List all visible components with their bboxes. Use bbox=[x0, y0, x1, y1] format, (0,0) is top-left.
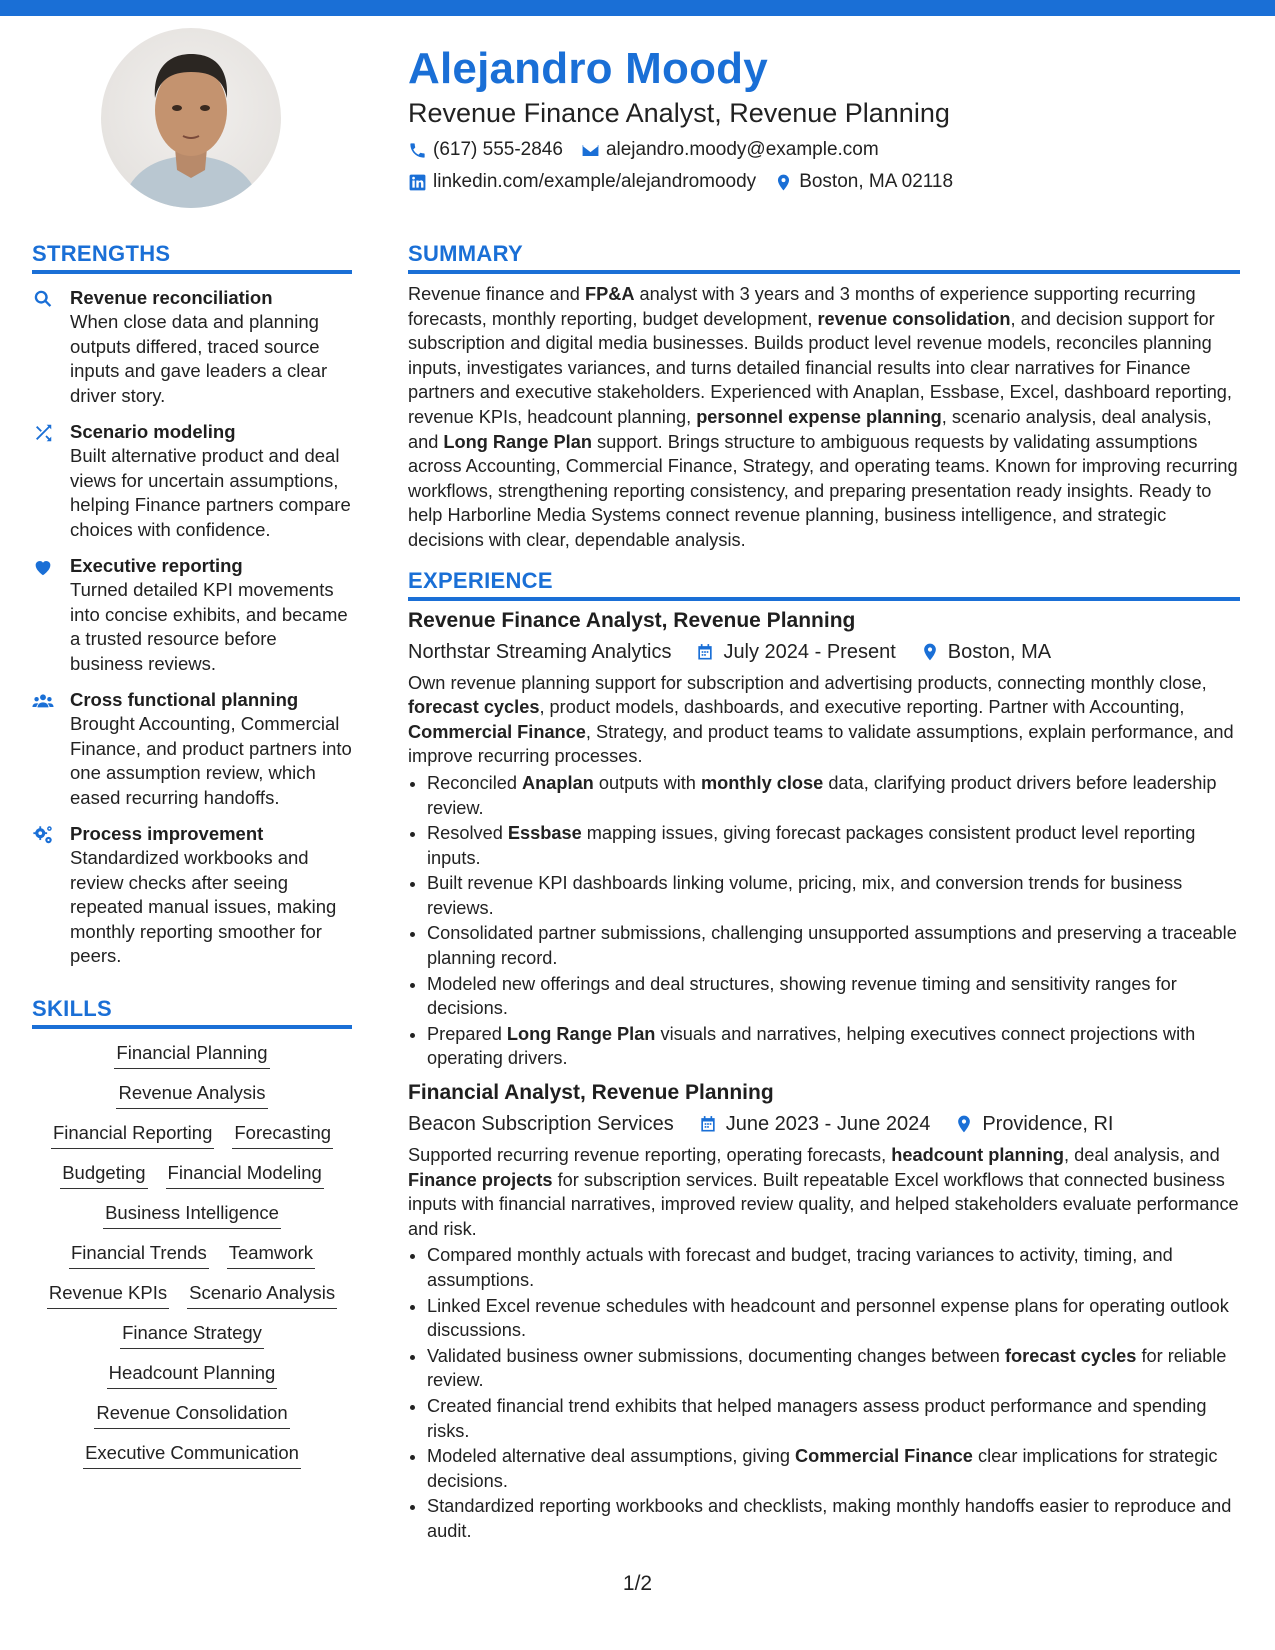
skill-row bbox=[32, 1281, 352, 1309]
bullet-item bbox=[427, 1494, 1240, 1543]
text-run: Compared monthly actuals with forecast and budget, tracing variances to activity, timing, and assumptions. bbox=[427, 1245, 1173, 1290]
left-column bbox=[32, 240, 352, 1469]
text-run: data, clarifying product drivers before leadership review. bbox=[427, 772, 1217, 818]
job-title: Financial Analyst, Revenue Planning bbox=[408, 1081, 774, 1105]
job-dates-text: July 2024 - Present bbox=[723, 640, 896, 663]
job-meta bbox=[408, 1109, 1240, 1139]
text-run: Created financial trend exhibits that helped managers assess product performance and spending risks. bbox=[427, 1395, 1207, 1441]
skill-tag: Revenue Analysis bbox=[116, 1081, 267, 1109]
skill-row bbox=[32, 1241, 352, 1269]
text-run: Standardized reporting workbooks and checklists, making monthly handoffs easier to reproduce and audit. bbox=[427, 1496, 1232, 1541]
text-run: Resolved bbox=[427, 823, 508, 844]
company-name: Northstar Streaming Analytics bbox=[408, 640, 672, 663]
calendar-icon bbox=[695, 642, 715, 662]
text-run: Reconciled bbox=[427, 772, 523, 793]
skill-tag: Finance Strategy bbox=[120, 1321, 264, 1349]
bullet-item bbox=[427, 921, 1240, 970]
skill-tag: Forecasting bbox=[232, 1121, 333, 1149]
heart-icon bbox=[32, 556, 54, 578]
bold-keyword: Commercial Finance bbox=[408, 721, 586, 742]
text-run: for subscription services. Built repeatable Excel workflows that connected business inputs with financial narratives, improved review quality, and helped stakeholders evaluate performance and risk. bbox=[408, 1169, 1239, 1239]
skills-list bbox=[32, 1041, 352, 1469]
job-description bbox=[408, 1143, 1240, 1241]
map-pin-icon bbox=[774, 173, 793, 192]
company-name: Beacon Subscription Services bbox=[408, 1113, 674, 1136]
resume-header bbox=[408, 40, 1238, 198]
text-run: analyst with 3 years and 3 months of experience supporting recurring forecasts, monthly reporting, budget development, bbox=[408, 284, 1196, 329]
phone-text: (617) 555-2846 bbox=[433, 139, 563, 160]
text-run: , product models, dashboards, and executive reporting. Partner with Accounting, bbox=[539, 697, 1185, 718]
experience-heading: EXPERIENCE bbox=[408, 567, 1240, 601]
skill-row bbox=[32, 1161, 352, 1189]
bold-keyword: forecast cycles bbox=[408, 697, 540, 718]
strength-item bbox=[32, 688, 352, 810]
job-entry bbox=[408, 1079, 1240, 1544]
calendar-icon bbox=[698, 1114, 718, 1134]
bold-keyword: revenue consolidation bbox=[817, 308, 1011, 329]
strength-desc: Standardized workbooks and review checks after seeing repeated manual issues, making monthly reporting smoother for peers. bbox=[70, 847, 337, 966]
location-item bbox=[774, 171, 953, 193]
envelope-icon bbox=[581, 141, 600, 160]
job-entry bbox=[408, 607, 1240, 1072]
text-run: Built revenue KPI dashboards linking volume, pricing, mix, and conversion trends for business reviews. bbox=[427, 873, 1183, 918]
summary-heading: SUMMARY bbox=[408, 240, 1240, 274]
gears-icon bbox=[32, 824, 54, 846]
skill-row bbox=[32, 1041, 352, 1069]
strength-title: Scenario modeling bbox=[70, 421, 236, 442]
skill-tag: Financial Reporting bbox=[51, 1121, 214, 1149]
strength-title: Executive reporting bbox=[70, 555, 243, 576]
skill-tag: Business Intelligence bbox=[103, 1201, 281, 1229]
bold-keyword: Anaplan bbox=[522, 772, 594, 793]
portrait-image bbox=[101, 28, 281, 208]
text-run: , scenario analysis, deal analysis, and bbox=[408, 406, 1212, 452]
location-text: Boston, MA 02118 bbox=[799, 171, 954, 192]
page-number: 1/2 bbox=[622, 1572, 653, 1595]
strength-desc: Built alternative product and deal views for uncertain assumptions, helping Finance partners compare choices with confidence. bbox=[70, 445, 351, 540]
candidate-name: Alejandro Moody bbox=[408, 44, 768, 93]
text-run: Prepared bbox=[427, 1023, 507, 1044]
skill-tag: Financial Modeling bbox=[166, 1161, 324, 1189]
bullet-item bbox=[427, 1243, 1240, 1292]
strength-desc: Brought Accounting, Commercial Finance, and product partners into one assumption review, which eased recurring handoffs. bbox=[70, 713, 352, 808]
bullet-item bbox=[427, 1022, 1240, 1071]
text-run: Consolidated partner submissions, challenging unsupported assumptions and preserving a traceable planning record. bbox=[427, 923, 1237, 969]
bullet-item bbox=[427, 1344, 1240, 1393]
contact-row-2 bbox=[408, 166, 1238, 198]
skill-tag: Scenario Analysis bbox=[187, 1281, 337, 1309]
skill-row bbox=[32, 1121, 352, 1149]
profile-photo bbox=[101, 28, 281, 208]
bold-keyword: FP&A bbox=[584, 284, 635, 304]
strength-title: Process improvement bbox=[70, 823, 264, 844]
job-description bbox=[408, 671, 1240, 769]
skill-row bbox=[32, 1201, 352, 1229]
top-accent-bar bbox=[0, 0, 1275, 16]
bullet-item bbox=[427, 1394, 1240, 1443]
bullet-item bbox=[427, 771, 1240, 820]
contact-row-1 bbox=[408, 134, 1238, 166]
text-run: mapping issues, giving forecast packages consistent product level reporting inputs. bbox=[427, 823, 1196, 868]
bullet-item bbox=[427, 871, 1240, 920]
map-pin-icon bbox=[920, 642, 940, 662]
job-location-text: Providence, RI bbox=[982, 1113, 1114, 1136]
text-run: , and decision support for subscription and digital media businesses. Builds product level revenue models, reconciles planning inputs, investigates variances, and turns detailed financial results into clear narratives for Finance partners and executive stakeholders. Experienced with Anaplan, Essbase, Excel, dashboard reporting, revenue KPIs, headcount planning, bbox=[408, 308, 1232, 427]
linkedin-icon bbox=[408, 173, 427, 192]
summary-text bbox=[408, 282, 1240, 553]
text-run: Own revenue planning support for subscription and advertising products, connecting monthly close, bbox=[408, 672, 1207, 693]
strengths-heading: STRENGTHS bbox=[32, 240, 352, 274]
job-dates-text: June 2023 - June 2024 bbox=[725, 1113, 931, 1136]
users-icon bbox=[32, 690, 54, 712]
map-pin-icon bbox=[954, 1114, 974, 1134]
text-run: for reliable review. bbox=[427, 1345, 1227, 1391]
skill-tag: Revenue KPIs bbox=[47, 1281, 169, 1309]
text-run: , Strategy, and product teams to validate assumptions, explain performance, and improve recurring processes. bbox=[408, 721, 1234, 767]
skill-row bbox=[32, 1321, 352, 1349]
email-link[interactable]: alejandro.moody@example.com bbox=[605, 139, 879, 160]
strength-item bbox=[32, 822, 352, 969]
candidate-headline: Revenue Finance Analyst, Revenue Planning bbox=[408, 98, 950, 128]
strength-title: Cross functional planning bbox=[70, 689, 299, 710]
text-run: Modeled alternative deal assumptions, giving bbox=[427, 1446, 796, 1467]
skill-tag: Financial Planning bbox=[114, 1041, 269, 1069]
skill-tag: Headcount Planning bbox=[107, 1361, 278, 1389]
skill-tag: Financial Trends bbox=[69, 1241, 209, 1269]
bullet-item bbox=[427, 972, 1240, 1021]
text-run: visuals and narratives, helping executives connect projections with operating drivers. bbox=[427, 1023, 1196, 1069]
bullet-item bbox=[427, 1444, 1240, 1493]
phone-item bbox=[408, 139, 563, 161]
text-run: clear implications for strategic decisions. bbox=[427, 1446, 1218, 1491]
text-run: Linked Excel revenue schedules with headcount and personnel expense plans for operating outlook discussions. bbox=[427, 1295, 1229, 1341]
strength-title: Revenue reconciliation bbox=[70, 287, 273, 308]
strength-desc: Turned detailed KPI movements into concise exhibits, and became a trusted resource before business reviews. bbox=[70, 579, 348, 674]
job-location bbox=[954, 1109, 1113, 1139]
text-run: , deal analysis, and bbox=[1064, 1145, 1220, 1166]
job-bullets bbox=[408, 771, 1240, 1071]
right-column bbox=[408, 240, 1240, 1545]
skill-tag: Revenue Consolidation bbox=[94, 1401, 289, 1429]
bold-keyword: Long Range Plan bbox=[506, 1023, 656, 1044]
bold-keyword: Finance projects bbox=[408, 1169, 553, 1190]
skills-heading: SKILLS bbox=[32, 995, 352, 1029]
linkedin-item[interactable] bbox=[408, 171, 756, 193]
bold-keyword: Long Range Plan bbox=[443, 431, 592, 452]
job-title: Revenue Finance Analyst, Revenue Planning bbox=[408, 608, 856, 632]
text-run: Revenue finance and bbox=[408, 284, 585, 304]
text-run: support. Brings structure to ambiguous requests by validating assumptions across Accounting, Commercial Finance, Strategy, and operating teams. Known for improving recurring workflows, strengthening reporting consistency, and preparing presentation ready insights. Ready to help Harborline Media Systems connect revenue planning, business intelligence, and strategic decisions with clear, dependable analysis. bbox=[408, 431, 1238, 550]
bullet-item bbox=[427, 821, 1240, 870]
phone-icon bbox=[408, 141, 427, 160]
text-run: Supported recurring revenue reporting, operating forecasts, bbox=[408, 1145, 892, 1166]
job-bullets bbox=[408, 1243, 1240, 1543]
skill-row bbox=[32, 1081, 352, 1109]
skill-tag: Executive Communication bbox=[83, 1441, 301, 1469]
skill-row bbox=[32, 1361, 352, 1389]
strength-item bbox=[32, 554, 352, 676]
job-location-text: Boston, MA bbox=[947, 640, 1052, 663]
bullet-item bbox=[427, 1294, 1240, 1343]
strength-item bbox=[32, 420, 352, 542]
skill-row bbox=[32, 1401, 352, 1429]
skill-row bbox=[32, 1441, 352, 1469]
text-run: Modeled new offerings and deal structures, showing revenue timing and sensitivity ranges for decisions. bbox=[427, 973, 1177, 1019]
skill-tag: Teamwork bbox=[227, 1241, 315, 1269]
search-icon bbox=[32, 288, 54, 310]
bold-keyword: Essbase bbox=[507, 823, 582, 844]
email-item[interactable] bbox=[581, 139, 879, 161]
strength-desc: When close data and planning outputs differed, traced source inputs and gave leaders a clear driver story. bbox=[70, 311, 328, 406]
job-meta bbox=[408, 637, 1240, 667]
job-dates bbox=[698, 1109, 931, 1139]
bold-keyword: headcount planning bbox=[891, 1145, 1065, 1166]
strength-item bbox=[32, 286, 352, 408]
skill-tag: Budgeting bbox=[60, 1161, 147, 1189]
shuffle-icon bbox=[32, 422, 54, 444]
bold-keyword: forecast cycles bbox=[1004, 1345, 1137, 1366]
bold-keyword: personnel expense planning bbox=[696, 406, 942, 427]
bold-keyword: monthly close bbox=[700, 772, 824, 793]
bold-keyword: Commercial Finance bbox=[795, 1446, 973, 1467]
text-run: Validated business owner submissions, documenting changes between bbox=[427, 1345, 1005, 1366]
linkedin-link[interactable]: linkedin.com/example/alejandromoody bbox=[433, 171, 757, 192]
job-location bbox=[920, 637, 1051, 667]
text-run: outputs with bbox=[593, 772, 701, 793]
job-dates bbox=[695, 637, 895, 667]
